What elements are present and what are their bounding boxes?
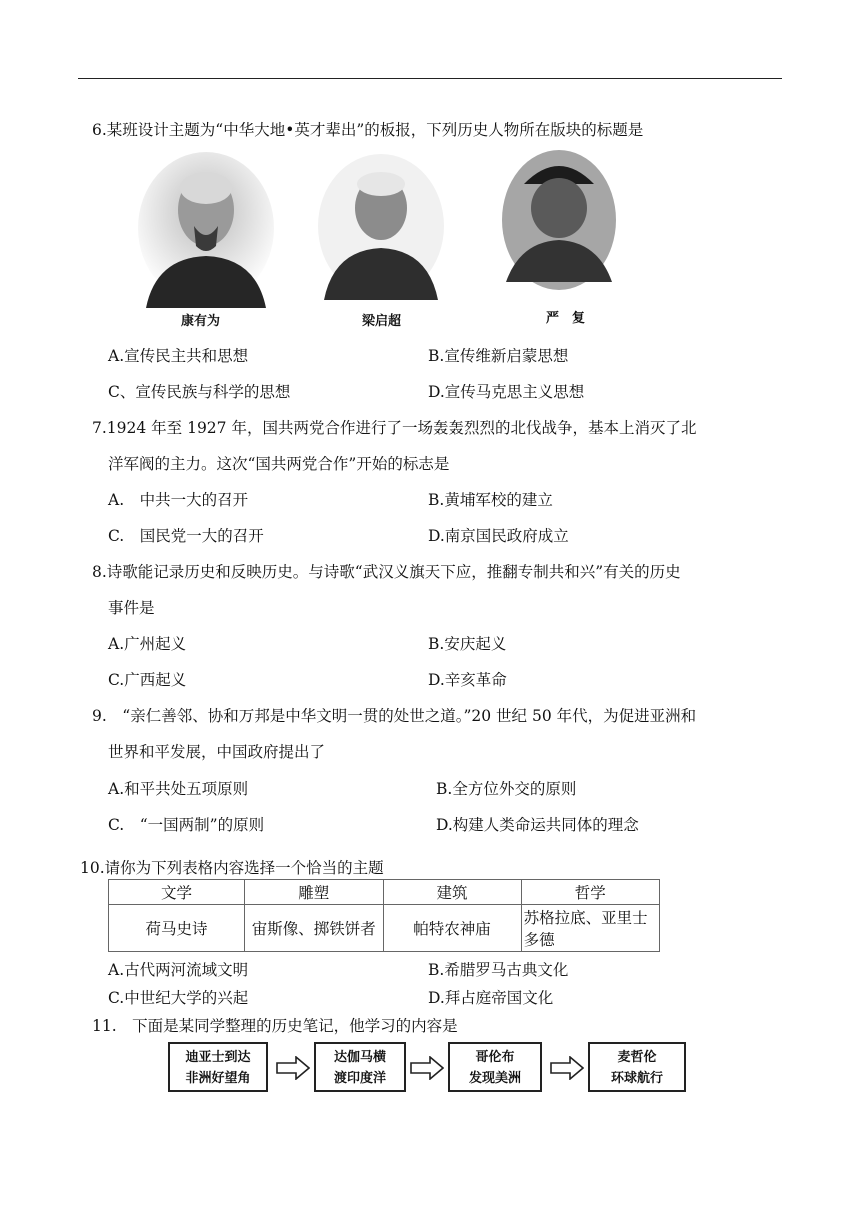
flow-step-text: 哥伦布: [475, 1050, 515, 1065]
q10-stem: 10.请你为下列表格内容选择一个恰当的主题: [80, 859, 384, 877]
q9-stem-line2: 世界和平发展，中国政府提出了: [108, 743, 326, 761]
culture-table: [108, 879, 660, 952]
flow-step-text: 环球航行: [610, 1071, 663, 1086]
portrait-yan-fu: [500, 142, 618, 292]
flow-step-dias: [168, 1042, 268, 1092]
q8-stem-line2: 事件是: [108, 599, 155, 617]
portrait-kang-youwei: [136, 148, 276, 308]
q7-option-b: B.黄埔军校的建立: [428, 491, 553, 509]
q6-option-b: B.宣传维新启蒙思想: [428, 347, 569, 365]
caption-liang-qichao: 梁启超: [362, 314, 402, 329]
q10-option-d: D.拜占庭帝国文化: [428, 989, 554, 1007]
q8-option-d: D.辛亥革命: [428, 671, 507, 689]
table-row: [109, 905, 660, 952]
table-header-cell: 雕塑: [245, 880, 383, 905]
table-cell: 苏格拉底、亚里士多德: [521, 905, 659, 952]
flow-step-text: 迪亚士到达: [185, 1050, 251, 1065]
q9-option-d: D.构建人类命运共同体的理念: [436, 816, 639, 834]
q7-option-c: C. 国民党一大的召开: [108, 527, 264, 545]
q7-stem-line2: 洋军阀的主力。这次“国共两党合作”开始的标志是: [108, 455, 450, 473]
q8-option-a: A.广州起义: [108, 635, 187, 653]
table-cell: 荷马史诗: [109, 905, 245, 952]
table-cell: 帕特农神庙: [383, 905, 521, 952]
right-arrow-icon: [410, 1056, 444, 1080]
q6-option-c: C、宣传民族与科学的思想: [108, 383, 291, 401]
flow-step-magellan: [588, 1042, 686, 1092]
q8-stem-line1: 8.诗歌能记录历史和反映历史。与诗歌“武汉义旗天下应，推翻专制共和兴”有关的历史: [92, 563, 681, 581]
q6-option-a: A.宣传民主共和思想: [108, 347, 249, 365]
flow-step-text: 麦哲伦: [617, 1050, 657, 1065]
flow-step-da-gama: [314, 1042, 406, 1092]
caption-kang-youwei: 康有为: [181, 314, 221, 329]
flow-step-text: 发现美洲: [468, 1071, 521, 1086]
q8-option-c: C.广西起义: [108, 671, 187, 689]
q9-option-a: A.和平共处五项原则: [108, 780, 249, 798]
header-rule: [78, 78, 782, 79]
q6-stem: 6.某班设计主题为“中华大地•英才辈出”的板报，下列历史人物所在版块的标题是: [92, 121, 644, 139]
flow-step-text: 达伽马横: [333, 1050, 386, 1065]
flow-step-text: 渡印度洋: [333, 1071, 386, 1086]
right-arrow-icon: [550, 1056, 584, 1080]
q8-option-b: B.安庆起义: [428, 635, 507, 653]
q6-option-d: D.宣传马克思主义思想: [428, 383, 585, 401]
q9-stem-line1: 9. “亲仁善邻、协和万邦是中华文明一贯的处世之道。”20 世纪 50 年代，为促进亚洲和: [92, 707, 697, 725]
caption-yan-fu: 严 复: [546, 311, 586, 326]
q10-option-b: B.希腊罗马古典文化: [428, 961, 569, 979]
flow-step-text: 非洲好望角: [185, 1071, 251, 1086]
q10-option-c: C.中世纪大学的兴起: [108, 989, 249, 1007]
table-cell: 宙斯像、掷铁饼者: [245, 905, 383, 952]
q7-option-a: A. 中共一大的召开: [108, 491, 249, 509]
table-header-cell: 文学: [109, 880, 245, 905]
table-header-cell: 哲学: [521, 880, 659, 905]
q9-option-c: C. “一国两制”的原则: [108, 816, 265, 834]
q7-option-d: D.南京国民政府成立: [428, 527, 569, 545]
flow-step-columbus: [448, 1042, 542, 1092]
portrait-liang-qichao: [316, 150, 446, 300]
q7-stem-line1: 7.1924 年至 1927 年，国共两党合作进行了一场轰轰烈烈的北伐战争，基本上消灭了北: [92, 419, 697, 437]
table-header-row: [109, 880, 660, 905]
q11-stem: 11. 下面是某同学整理的历史笔记，他学习的内容是: [92, 1017, 458, 1035]
q10-option-a: A.古代两河流域文明: [108, 961, 249, 979]
table-header-cell: 建筑: [383, 880, 521, 905]
right-arrow-icon: [276, 1056, 310, 1080]
q9-option-b: B.全方位外交的原则: [436, 780, 577, 798]
